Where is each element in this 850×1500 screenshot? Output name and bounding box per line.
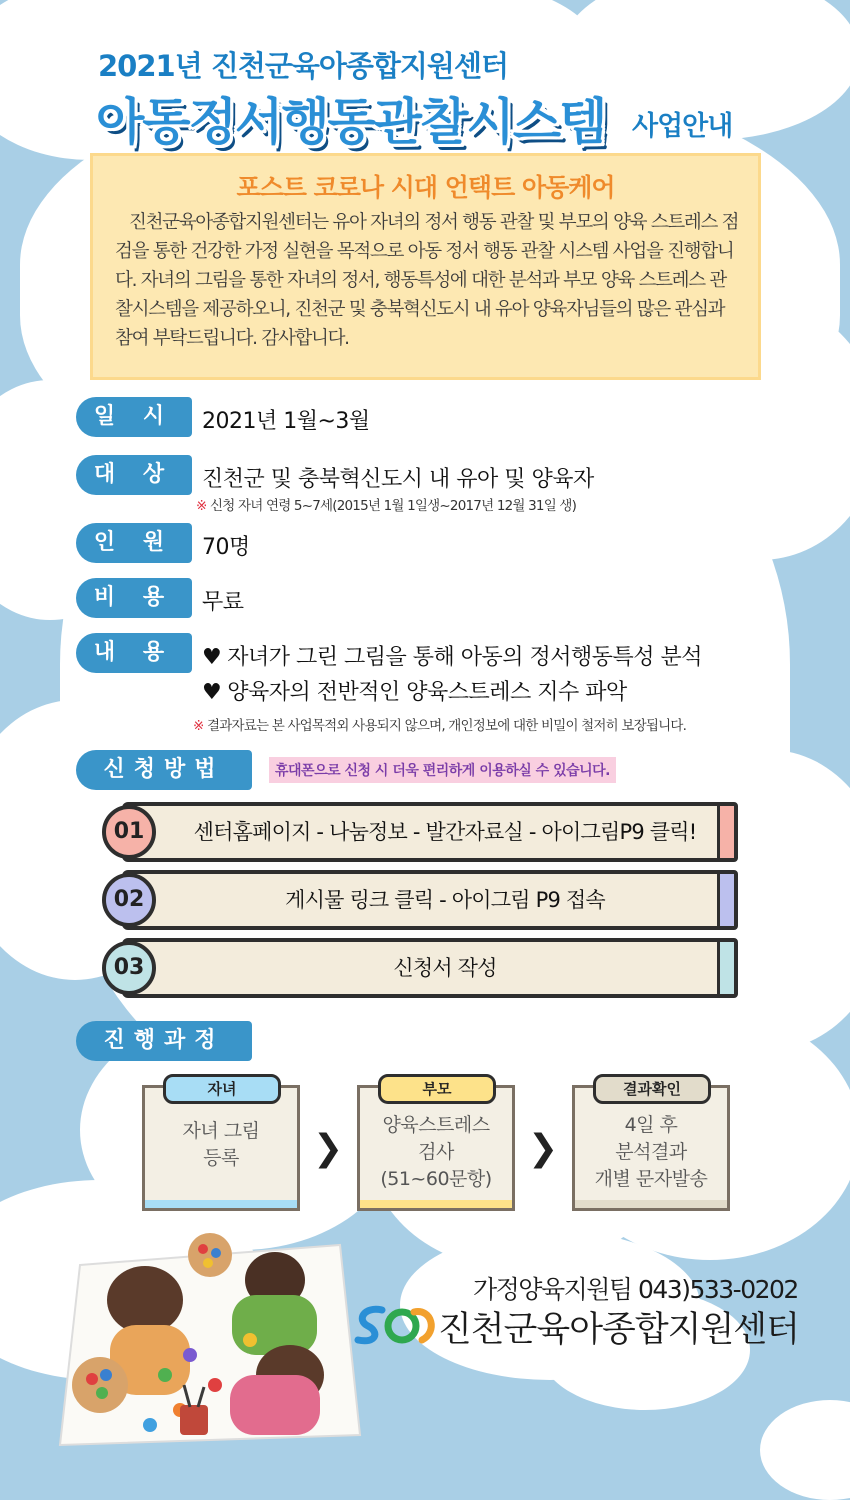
header-year-org: 2021년 진천군육아종합지원센터 (98, 49, 508, 83)
apply-step (122, 870, 738, 930)
content-note (193, 714, 686, 734)
date-value: 2021년 1월~3월 (202, 409, 370, 434)
apply-label: 신청방법 (76, 750, 252, 790)
step-tab (717, 874, 734, 926)
process-stage-text (360, 1112, 512, 1193)
stage-line: 4일 후 (624, 1114, 678, 1136)
people-value: 70명 (202, 535, 250, 560)
stage-bar (572, 1200, 730, 1211)
stage-line: 등록 (203, 1147, 239, 1169)
header-subtitle: 사업안내 (632, 111, 733, 142)
target-note (196, 494, 576, 514)
heart-icon: ♥ (202, 645, 222, 670)
stage-line: 검사 (418, 1141, 454, 1163)
footer-contact: 가정양육지원팀 043)533-0202 (473, 1275, 798, 1304)
note-mark: ※ (193, 718, 204, 734)
children-drawing-illustration (40, 1225, 370, 1450)
process-stage-tag: 결과확인 (593, 1074, 711, 1104)
stage-line: (51~60문항) (380, 1168, 492, 1190)
target-note-text: 신청 자녀 연령 5~7세(2015년 1월 1일생~2017년 12월 31일 생) (210, 498, 577, 514)
process-stage-text (575, 1112, 727, 1193)
content-item (202, 675, 627, 706)
content-item-text: 자녀가 그린 그림을 통해 아동의 정서행동특성 분석 (227, 645, 702, 670)
intro-title: 포스트 코로나 시대 언택트 아동케어 (236, 173, 615, 202)
apply-step-number: 03 (102, 941, 156, 995)
content-label: 내 용 (76, 633, 192, 673)
stage-line: 자녀 그림 (182, 1120, 260, 1142)
apply-step-text: 신청서 작성 (393, 956, 497, 980)
stage-line: 개별 문자발송 (594, 1168, 708, 1190)
apply-step-text: 센터홈페이지 - 나눔정보 - 발간자료실 - 아이그림P9 클릭! (193, 820, 697, 844)
apply-step (122, 938, 738, 998)
date-label: 일 시 (76, 397, 192, 437)
cost-value: 무료 (202, 590, 244, 615)
intro-body: 진천군육아종합지원센터는 유아 자녀의 정서 행동 관찰 및 부모의 양육 스트레스 점검을 통한 건강한 가정 실현을 목적으로 아동 정서 행동 관찰 시스템 사업을 진행합니다. 자녀의 그림을 통한 자녀의 정서, 행동특성에 대한 분석과 부모 양육 스트레스 관찰시스템을 제공하오니, 진천군 및 충북혁신도시 내 유아 양육자님들의 많은 관심과 참여 부탁드립니다. 감사합니다. (115, 212, 739, 349)
cost-label: 비 용 (76, 578, 192, 618)
stage-bar (357, 1200, 515, 1211)
process-stage-tag: 부모 (378, 1074, 496, 1104)
apply-hint: 휴대폰으로 신청 시 더욱 편리하게 이용하실 수 있습니다. (269, 757, 616, 783)
target-label: 대 상 (76, 455, 192, 495)
footer-org-name: 진천군육아종합지원센터 (438, 1310, 799, 1350)
process-label: 진행과정 (76, 1021, 252, 1061)
org-logo-icon (352, 1302, 438, 1348)
process-stage-text (145, 1118, 297, 1172)
process-stage-tag: 자녀 (163, 1074, 281, 1104)
chevron-right-icon: ❯ (313, 1128, 344, 1169)
apply-step (122, 802, 738, 862)
stage-line: 분석결과 (615, 1141, 687, 1163)
content-item-text: 양육자의 전반적인 양육스트레스 지수 파악 (227, 680, 627, 705)
header-title: 아동정서행동관찰시스템 (96, 93, 606, 151)
chevron-right-icon: ❯ (528, 1128, 559, 1169)
stage-bar (142, 1200, 300, 1211)
intro-box (90, 153, 761, 380)
target-value: 진천군 및 충북혁신도시 내 유아 및 양육자 (202, 467, 594, 492)
heart-icon: ♥ (202, 680, 222, 705)
content-note-text: 결과자료는 본 사업목적외 사용되지 않으며, 개인정보에 대한 비밀이 철저히 보장됩니다. (207, 718, 687, 734)
content-item (202, 640, 702, 671)
apply-step-text: 게시물 링크 클릭 - 아이그림 P9 접속 (285, 888, 605, 912)
stage-line: 양육스트레스 (382, 1114, 490, 1136)
step-tab (717, 806, 734, 858)
people-label: 인 원 (76, 523, 192, 563)
apply-step-number: 01 (102, 805, 156, 859)
apply-step-number: 02 (102, 873, 156, 927)
note-mark: ※ (196, 498, 207, 514)
step-tab (717, 942, 734, 994)
